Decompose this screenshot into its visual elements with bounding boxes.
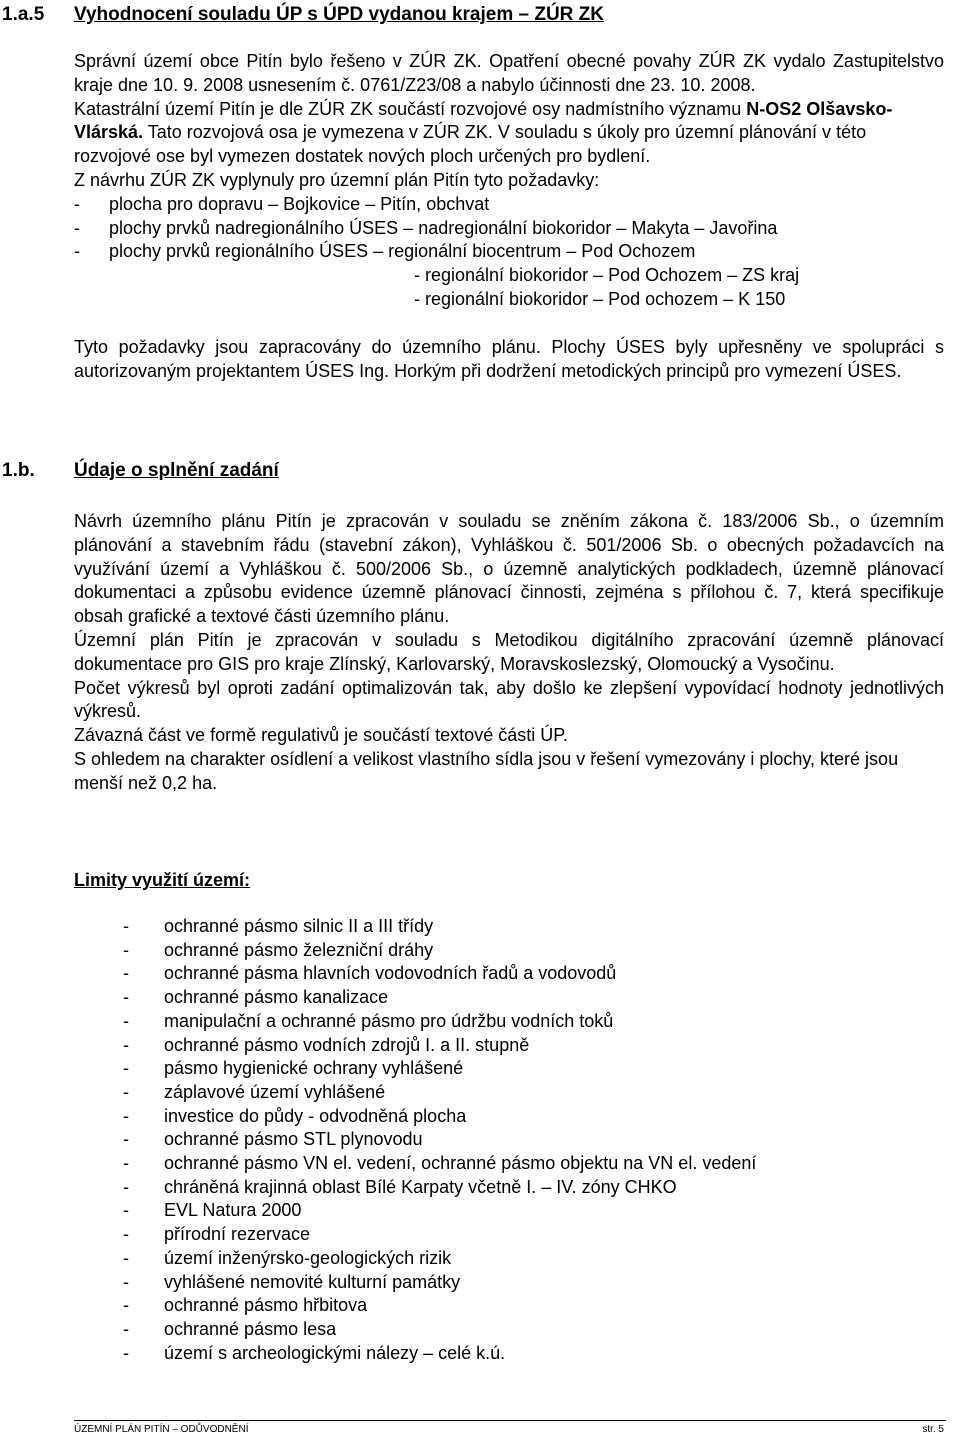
paragraph: Katastrální území Pitín je dle ZÚR ZK součástí rozvojové osy nadmístního významu N-OS2 Olšavsko-Vlárská. Tato rozvojová osa je vymezena v ZÚR ZK. V souladu s úkoly pro územní plánování v této rozvojové ose byl vymezen dostatek nových ploch určených pro bydlení. — [74, 98, 893, 167]
list-item: - investice do půdy - odvodněná plocha — [123, 1105, 467, 1126]
list-item: - ochranné pásmo vodních zdrojů I. a II. stupně — [123, 1034, 530, 1055]
limits-list — [123, 915, 923, 1365]
list-item: - území s archeologickými nálezy – celé k.ú. — [123, 1342, 506, 1363]
section-number: 1.b. — [2, 460, 35, 481]
limits-title: Limity využití území: — [74, 870, 251, 890]
requirement-subitem: - regionální biokoridor – Pod Ochozem – ZS kraj — [414, 265, 800, 286]
list-item: - vyhlášené nemovité kulturní památky — [123, 1271, 461, 1292]
requirement-item: - plochy prvků regionálního ÚSES – regionální biocentrum – Pod Ochozem — [74, 241, 696, 262]
list-item: - pásmo hygienické ochrany vyhlášené — [123, 1058, 464, 1079]
list-item: - ochranné pásmo železniční dráhy — [123, 939, 434, 960]
section-title: Vyhodnocení souladu ÚP s ÚPD vydanou krajem – ZÚR ZK — [74, 4, 604, 25]
list-item: - ochranné pásmo silnic II a III třídy — [123, 916, 434, 936]
list-item: - ochranné pásmo VN el. vedení, ochranné pásmo objektu na VN el. vedení — [123, 1153, 757, 1174]
paragraph: Správní území obce Pitín bylo řešeno v ZÚR ZK. Opatření obecné povahy ZÚR ZK vydalo Zastupitelstvo kraje dne 10. 9. 2008 usnesením č. 0761/Z23/08 a nabylo účinnosti dne 23. 10. 2008. — [74, 51, 944, 95]
section-number: 1.a.5 — [2, 4, 45, 25]
list-item: - EVL Natura 2000 — [123, 1200, 302, 1221]
paragraph: Návrh územního plánu Pitín je zpracován v souladu se zněním zákona č. 183/2006 Sb., o územním plánování a stavebním řádu (stavební zákon), Vyhláškou č. 501/2006 Sb. o obecných požadavcích na využívání území a Vyhláškou č. 500/2006 Sb., o územně analytických podkladech, územně plánovací dokumentaci a způsobu evidence územně plánovací činnosti, zejména s přílohou č. 7, která specifikuje obsah grafické a textové části územního plánu. — [74, 511, 944, 627]
list-item: - území inženýrsko-geologických rizik — [123, 1247, 452, 1268]
list-item: - ochranné pásma hlavních vodovodních řadů a vodovodů — [123, 963, 617, 984]
list-item: - manipulační a ochranné pásmo pro údržbu vodních toků — [123, 1010, 614, 1031]
footer-page-number: str. 5 — [922, 1424, 944, 1435]
list-item: - ochranné pásmo hřbitova — [123, 1295, 368, 1316]
paragraph: Počet výkresů byl oproti zadání optimalizován tak, aby došlo ke zlepšení vypovídací hodnoty jednotlivých výkresů. — [74, 677, 944, 722]
list-item: - ochranné pásmo kanalizace — [123, 987, 389, 1008]
paragraph: Z návrhu ZÚR ZK vyplynuly pro územní plán Pitín tyto požadavky: — [74, 169, 600, 190]
list-item: - přírodní rezervace — [123, 1224, 311, 1245]
section-1a5-body — [74, 50, 944, 383]
list-item: - záplavové území vyhlášené — [123, 1081, 386, 1102]
paragraph: Tyto požadavky jsou zapracovány do územního plánu. Plochy ÚSES byly upřesněny ve spolupráci s autorizovaným projektantem ÚSES Ing. Horkým při dodržení metodických principů pro vymezení ÚSES. — [74, 336, 944, 381]
footer-divider — [74, 1420, 946, 1421]
footer-document-title: ÚZEMNÍ PLÁN PITÍN – ODŮVODNĚNÍ — [74, 1424, 249, 1435]
list-item: - ochranné pásmo STL plynovodu — [123, 1129, 423, 1150]
paragraph: Závazná část ve formě regulativů je součástí textové části ÚP. — [74, 725, 568, 746]
section-1b-body — [74, 510, 944, 796]
requirement-item: - plochy prvků nadregionálního ÚSES – nadregionální biokoridor – Makyta – Javořina — [74, 217, 778, 238]
paragraph: Územní plán Pitín je zpracován v souladu s Metodikou digitálního zpracování územně plánovací dokumentace pro GIS pro kraje Zlínský, Karlovarský, Moravskoslezský, Olomoucký a Vysočinu. — [74, 629, 944, 674]
requirement-item: - plocha pro dopravu – Bojkovice – Pitín, obchvat — [74, 193, 490, 214]
list-item: - chráněná krajinná oblast Bílé Karpaty včetně I. – IV. zóny CHKO — [123, 1176, 677, 1197]
section-title: Údaje o splnění zadání — [74, 460, 279, 481]
requirement-subitem: - regionální biokoridor – Pod ochozem – K 150 — [414, 288, 786, 309]
list-item: - ochranné pásmo lesa — [123, 1318, 337, 1339]
paragraph: S ohledem na charakter osídlení a velikost vlastního sídla jsou v řešení vymezovány i plochy, které jsou menší než 0,2 ha. — [74, 748, 899, 793]
